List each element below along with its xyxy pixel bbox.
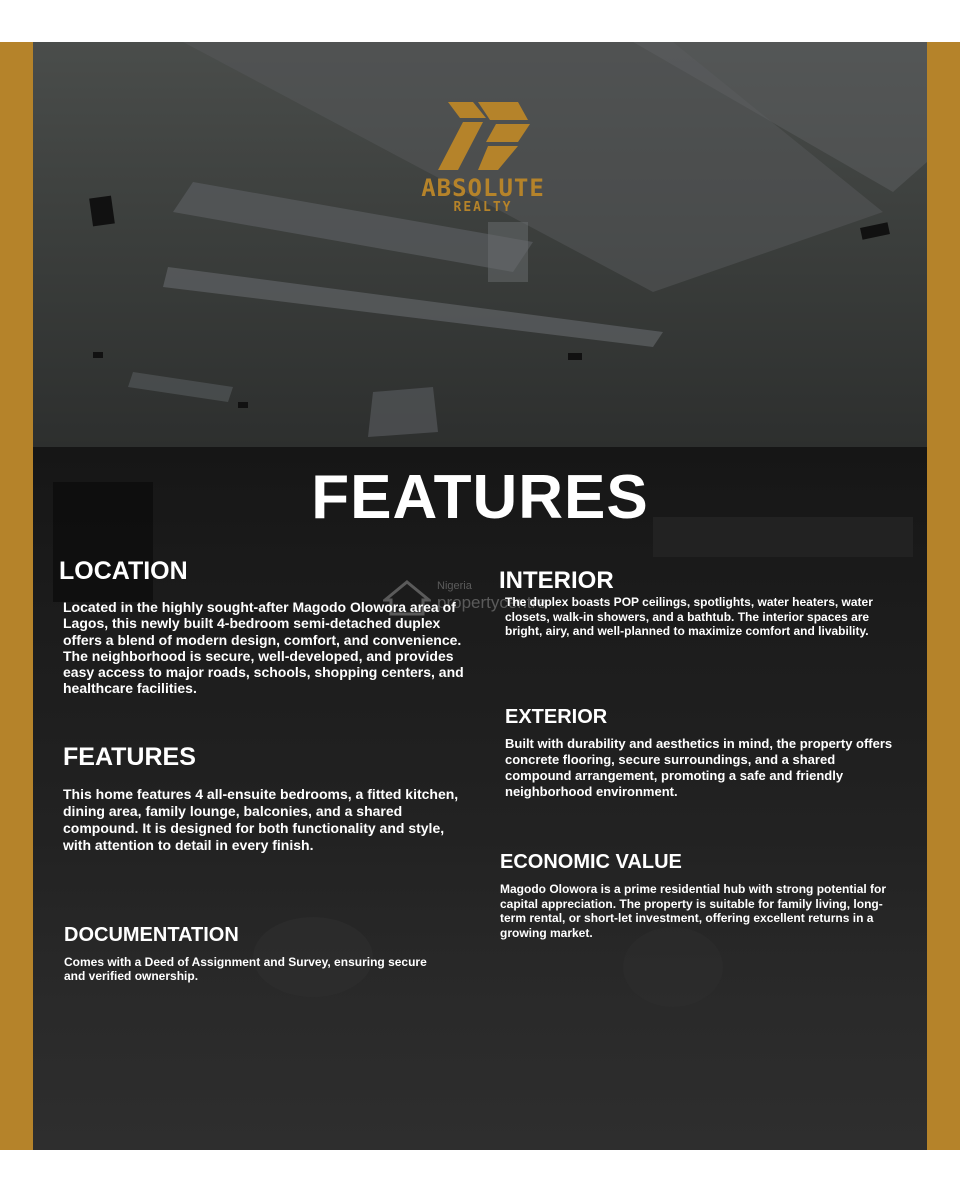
economic-value-heading: ECONOMIC VALUE	[500, 851, 682, 873]
features-heading: FEATURES	[63, 743, 196, 771]
documentation-heading: DOCUMENTATION	[64, 924, 239, 946]
location-text: Located in the highly sought-after Magodo Olowora area of Lagos, this newly built 4-bedroom semi-detached duplex offers a blend of modern design, comfort, and convenience. The neighborhood is secure, well-developed, and provides easy access to major roads, schools, shopping centers, and healthcare facilities.	[63, 599, 464, 697]
brand-logo	[378, 100, 588, 220]
exterior-text: Built with durability and aesthetics in mind, the property offers concrete flooring, secure surroundings, and a shared compound arrangement, promoting a safe and friendly neighborhood environment.	[505, 736, 893, 799]
documentation-text: Comes with a Deed of Assignment and Survey, ensuring secure and verified ownership.	[64, 955, 427, 983]
interior-text: The duplex boasts POP ceilings, spotlights, water heaters, water closets, walk-in showers, and a bathtub. The interior spaces are bright, airy, and well-planned to maximize comfort and livability.	[505, 595, 873, 638]
logo-mark-icon	[378, 100, 588, 174]
watermark-bottom: propertycentre	[437, 593, 547, 612]
location-heading: LOCATION	[59, 557, 188, 585]
watermark-top: Nigeria	[437, 580, 472, 592]
page-title: FEATURES	[311, 463, 649, 532]
interior-heading: INTERIOR	[499, 567, 614, 594]
brand-name: ABSOLUTE	[421, 174, 545, 202]
features-text: This home features 4 all-ensuite bedrooms, a fitted kitchen, dining area, family lounge, balconies, and a shared compound. It is designed for both functionality and style, with attention to detail in every finish.	[63, 786, 459, 853]
economic-value-text: Magodo Olowora is a prime residential hub with strong potential for capital appreciation. The property is suitable for family living, long-term rental, or short-let investment, offering excellent returns in a growing market.	[500, 882, 887, 940]
exterior-heading: EXTERIOR	[505, 706, 608, 728]
brand-subtitle: REALTY	[453, 200, 513, 215]
flyer-panel	[33, 42, 927, 1150]
